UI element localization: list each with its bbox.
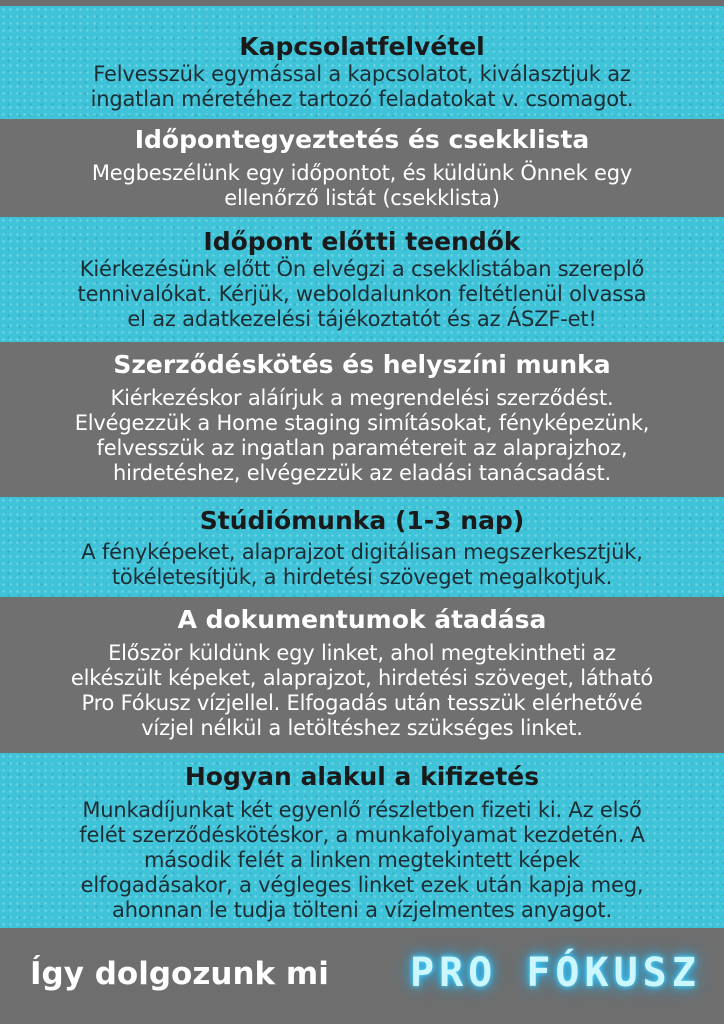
step-description [18, 641, 706, 741]
step-title: Időpont előtti teendők [203, 227, 521, 256]
step-title: Szerződéskötés és helyszíni munka [113, 350, 611, 379]
step-studio [0, 497, 724, 597]
step-line: A fényképeket, alaprajzot digitálisan megszerkesztjük, [81, 540, 643, 564]
step-title: A dokumentumok átadása [177, 605, 547, 634]
step-title: Időpontegyeztetés és csekklista [134, 125, 590, 154]
step-delivery [0, 597, 724, 753]
footer [0, 928, 724, 1024]
step-contract-onsite [0, 342, 724, 497]
step-description [18, 62, 706, 112]
step-line: Megbeszélünk egy időpontot, és küldünk Önnek egy [91, 161, 633, 185]
step-line: hirdetéshez, elvégezzük az eladási tanácsadást. [112, 461, 612, 485]
step-line: felét szerződéskötéskor, a munkafolyamat kezdetén. A [79, 823, 645, 847]
step-description [18, 161, 706, 211]
step-description [18, 798, 706, 923]
step-line: Elvégezzük a Home staging simításokat, fényképezünk, [74, 411, 650, 435]
step-description [18, 257, 706, 332]
step-preparation [0, 217, 724, 342]
step-title: Kapcsolatfelvétel [239, 32, 485, 61]
step-line: Kiérkezéskor aláírjuk a megrendelési szerződést. [110, 386, 614, 410]
step-line: Kiérkezésünk előtt Ön elvégzi a csekklistában szereplő [79, 257, 645, 281]
step-line: ahonnan le tudja tölteni a vízjelmentes anyagot. [112, 898, 612, 922]
step-line: felvesszük az ingatlan paramétereit az alaprajzhoz, [96, 436, 628, 460]
step-scheduling [0, 119, 724, 217]
step-line: tennivalókat. Kérjük, weboldalunkon feltétlenül olvassa [77, 282, 647, 306]
step-description [18, 540, 706, 590]
step-contact [0, 6, 724, 119]
step-line: Felvesszük egymással a kapcsolatot, kiválasztjuk az [93, 62, 631, 86]
step-title: Stúdiómunka (1-3 nap) [199, 506, 525, 535]
step-line: el az adatkezelési tájékoztatót és az ÁSZF-et! [127, 307, 597, 331]
step-title: Hogyan alakul a kifizetés [184, 762, 540, 791]
step-line: Először küldünk egy linket, ahol megtekintheti az [108, 641, 616, 665]
step-description [18, 386, 706, 486]
step-line: vízjel nélkül a letöltéshez szükséges linket. [141, 716, 583, 740]
step-line: tökéletesítjük, a hirdetési szöveget megalkotjuk. [111, 565, 613, 589]
step-line: Munkadíjunkat két egyenlő részletben fizeti ki. Az első [82, 798, 642, 822]
footer-tagline: Így dolgozunk mi [30, 956, 329, 992]
step-line: elfogadásakor, a végleges linket ezek után kapja meg, [80, 873, 644, 897]
step-line: elkészült képeket, alaprajzot, hirdetési szöveget, látható [70, 666, 654, 690]
step-line: Pro Fókusz vízjellel. Elfogadás után tesszük elérhetővé [81, 691, 643, 715]
pro-fokusz-logo: PRO FÓKUSZ [410, 950, 701, 996]
step-payment [0, 753, 724, 928]
step-line: ellenőrző listát (csekklista) [224, 186, 500, 210]
step-line: második felét a linken megtekintett képek [144, 848, 580, 872]
step-line: ingatlan méretéhez tartozó feladatokat v. csomagot. [90, 87, 634, 111]
